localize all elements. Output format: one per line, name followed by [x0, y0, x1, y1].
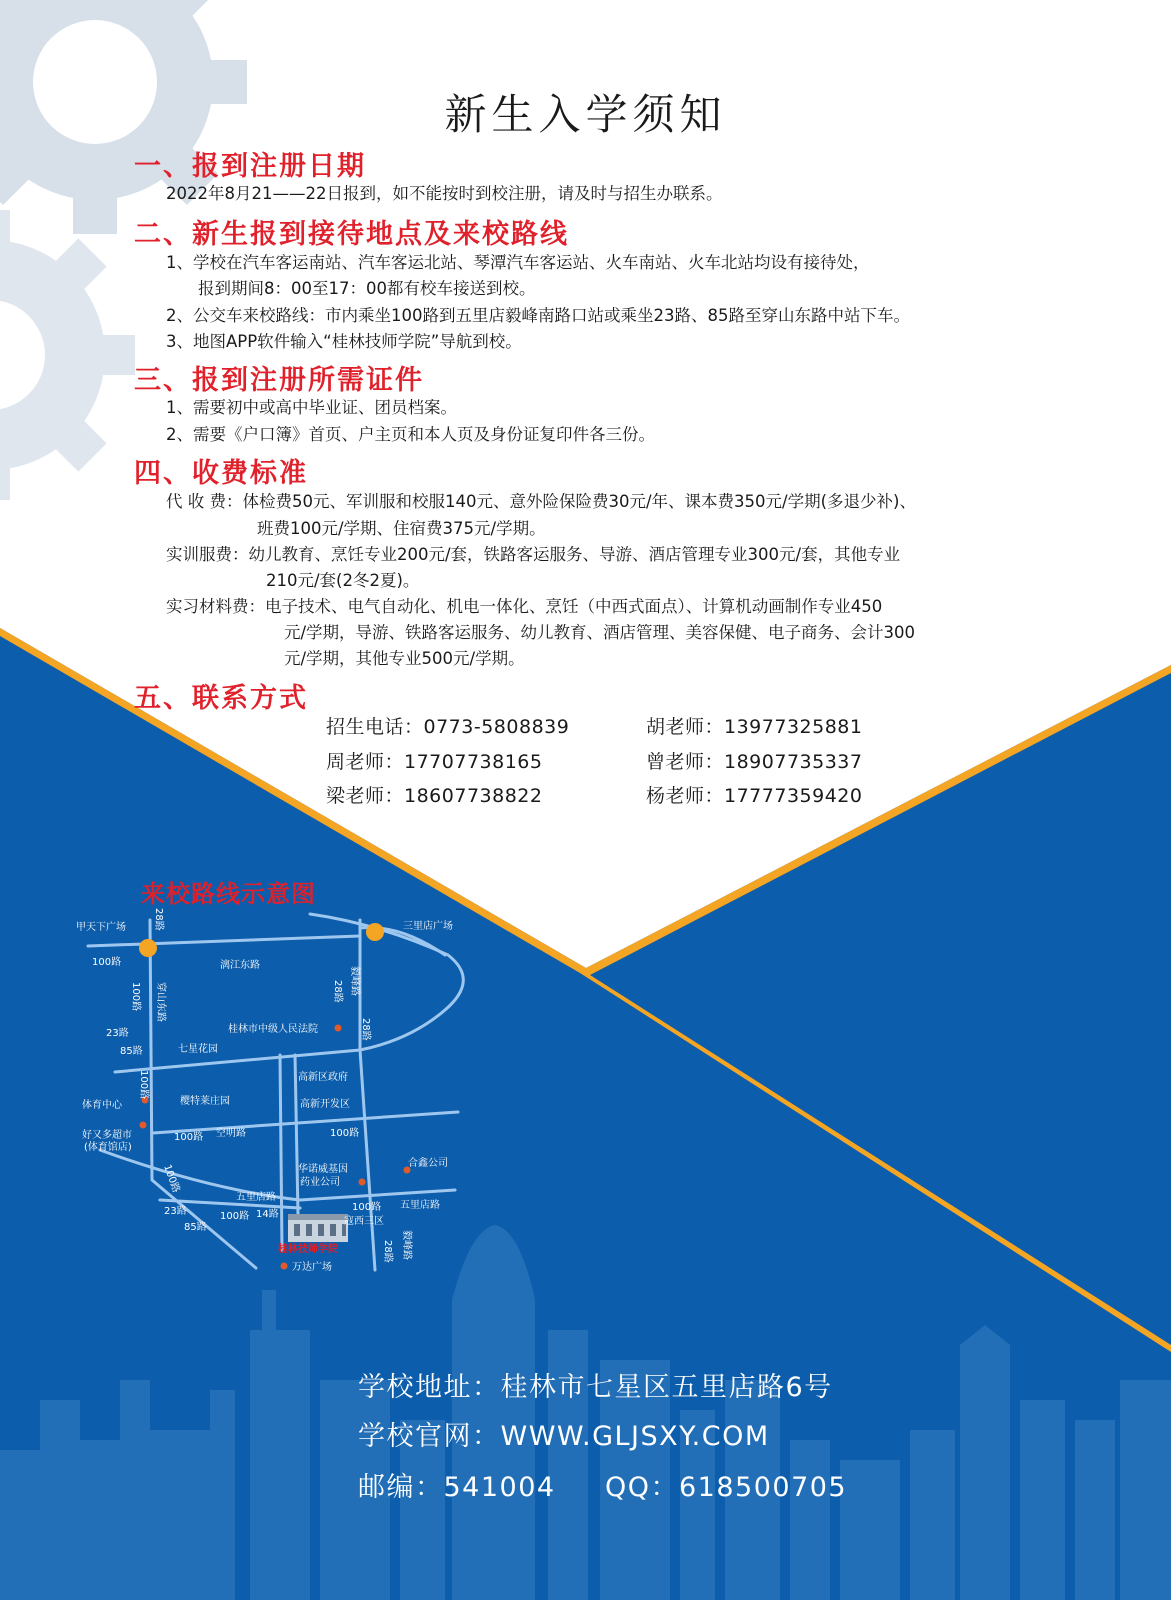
map-label-r28-bot: 28路 [382, 1240, 393, 1263]
section-heading-fees: 四、收费标准 [134, 458, 308, 489]
map-label-sanlidian: 三里店广场 [403, 921, 453, 932]
map-label-qixing: 七星花园 [178, 1044, 218, 1055]
school-website: 学校官网：WWW.GLJSXY.COM [358, 1421, 770, 1452]
school-address: 学校地址：桂林市七星区五里店路6号 [358, 1372, 833, 1403]
poi-huanuo-icon [359, 1179, 366, 1186]
road-vertical-mid [280, 1055, 282, 1250]
school-postcode: 邮编：541004 [358, 1472, 556, 1503]
fees-line-1-cont: 班费100元/学期、住宿费375元/学期。 [257, 519, 546, 538]
gear-watermark-small-icon [0, 210, 135, 500]
contact-teacher-hu: 胡老师：13977325881 [646, 716, 863, 738]
registration-date-text: 2022年8月21——22日报到，如不能按时到校注册，请及时与招生办联系。 [166, 184, 723, 203]
map-label-wanda: 万达广场 [292, 1262, 332, 1273]
map-label-chuanshan: 穿山东路 [155, 982, 166, 1022]
route-line-1-cont: 报到期间8：00至17：00都有校车接送到校。 [198, 279, 536, 298]
route-line-2: 2、公交车来校路线：市内乘坐100路到五里店毅峰南路口站或乘坐23路、85路至穿山东路中站下车。 [166, 306, 910, 325]
map-label-hexin: 合鑫公司 [408, 1158, 448, 1169]
map-label-r14: 14路 [256, 1209, 279, 1220]
map-label-r28-top: 28路 [153, 908, 164, 931]
documents-line-1: 1、需要初中或高中毕业证、团员档案。 [166, 398, 457, 417]
map-label-r23-a: 23路 [106, 1028, 129, 1039]
map-label-r28-mid2: 28路 [360, 1018, 371, 1041]
section-heading-registration-date: 一、报到注册日期 [134, 151, 366, 182]
map-label-huanuo2: 药业公司 [300, 1177, 340, 1188]
map-label-yifeng-top: 毅峰路 [349, 966, 360, 996]
map-label-haoyouduo2: (体育馆店) [84, 1142, 132, 1153]
route-line-3: 3、地图APP软件输入“桂林技师学院”导航到校。 [166, 332, 522, 351]
route-line-1: 1、学校在汽车客运南站、汽车客运北站、琴潭汽车客运站、火车南站、火车北站均设有接待处， [166, 253, 870, 272]
map-label-huanuo: 华诺威基因 [298, 1164, 348, 1175]
map-label-jiatianxia: 甲天下广场 [76, 922, 126, 933]
route-map [60, 900, 480, 1320]
section-heading-documents: 三、报到注册所需证件 [134, 365, 424, 396]
fees-line-1: 代 收 费：体检费50元、军训服和校服140元、意外险保险费30元/年、课本费350元/学期(多退少补)、 [166, 492, 916, 511]
contact-teacher-yang: 杨老师：17777359420 [646, 785, 863, 807]
map-label-r100-b: 100路 [130, 982, 141, 1012]
fees-line-2-cont: 210元/套(2冬2夏)。 [266, 571, 420, 590]
poi-supermarket-icon [140, 1122, 147, 1129]
contact-teacher-zeng: 曾老师：18907735337 [646, 751, 863, 773]
map-label-wulidian2: 五里店路 [400, 1200, 440, 1211]
fees-line-3-cont2: 元/学期，其他专业500元/学期。 [284, 649, 525, 668]
map-label-r100-c: 100路 [138, 1070, 149, 1100]
map-label-school: 桂林技师学院 [278, 1244, 338, 1255]
school-building-icon [288, 1214, 348, 1242]
map-title: 来校路线示意图 [141, 880, 316, 908]
map-label-gov: 高新区政府 [298, 1072, 348, 1083]
page-title: 新生入学须知 [444, 90, 727, 139]
map-label-lijiang: 漓江东路 [220, 960, 260, 971]
poi-wanda-icon [281, 1263, 288, 1270]
section-heading-reception-route: 二、新生报到接待地点及来校路线 [134, 219, 569, 250]
map-label-r85-b: 85路 [184, 1222, 207, 1233]
map-label-kouxi: 寇西三区 [344, 1216, 384, 1227]
map-label-r100-g: 100路 [352, 1202, 382, 1213]
map-label-yingte: 樱特莱庄园 [180, 1096, 230, 1107]
map-label-r100-d: 100路 [174, 1132, 204, 1143]
contact-teacher-liang: 梁老师：18607738822 [326, 785, 543, 807]
fees-line-3: 实习材料费：电子技术、电气自动化、机电一体化、烹饪（中西式面点）、计算机动画制作专业450 [166, 597, 883, 616]
roundabout-jiatianxia-icon [139, 939, 157, 957]
poi-court-icon [335, 1025, 342, 1032]
school-qq: QQ：618500705 [605, 1472, 848, 1503]
map-label-r28-mid: 28路 [332, 980, 343, 1003]
map-label-r23-b: 23路 [164, 1206, 187, 1217]
roundabout-sanlidian-icon [366, 923, 384, 941]
map-label-haoyouduo: 好又多超市 [82, 1130, 132, 1141]
documents-line-2: 2、需要《户口簿》首页、户主页和本人页及身份证复印件各三份。 [166, 425, 655, 444]
map-label-r100-e: 100路 [330, 1128, 360, 1139]
map-label-yifeng-bot: 毅峰路 [401, 1230, 412, 1260]
map-label-sports: 体育中心 [82, 1100, 122, 1111]
map-label-wulidian: 五里店路 [236, 1192, 276, 1203]
map-label-hitech: 高新开发区 [300, 1099, 350, 1110]
map-label-court: 桂林市中级人民法院 [228, 1024, 318, 1035]
map-label-r100-a: 100路 [92, 957, 122, 968]
contact-admissions-phone: 招生电话：0773-5808839 [326, 716, 570, 738]
map-label-r85-a: 85路 [120, 1046, 143, 1057]
fees-line-2: 实训服费：幼儿教育、烹饪专业200元/套，铁路客运服务、导游、酒店管理专业300元/套，其他专业 [166, 545, 901, 564]
section-heading-contact: 五、联系方式 [134, 683, 308, 714]
fees-line-3-cont: 元/学期，导游、铁路客运服务、幼儿教育、酒店管理、美容保健、电子商务、会计300 [284, 623, 916, 642]
road-lijiang [88, 936, 360, 946]
road-hitech-horizontal [153, 1112, 458, 1133]
map-label-kongming: 空明路 [216, 1128, 246, 1139]
map-label-r100-f: 100路 [161, 1163, 182, 1195]
contact-teacher-zhou: 周老师：17707738165 [326, 751, 543, 773]
map-label-r100-h: 100路 [220, 1211, 250, 1222]
